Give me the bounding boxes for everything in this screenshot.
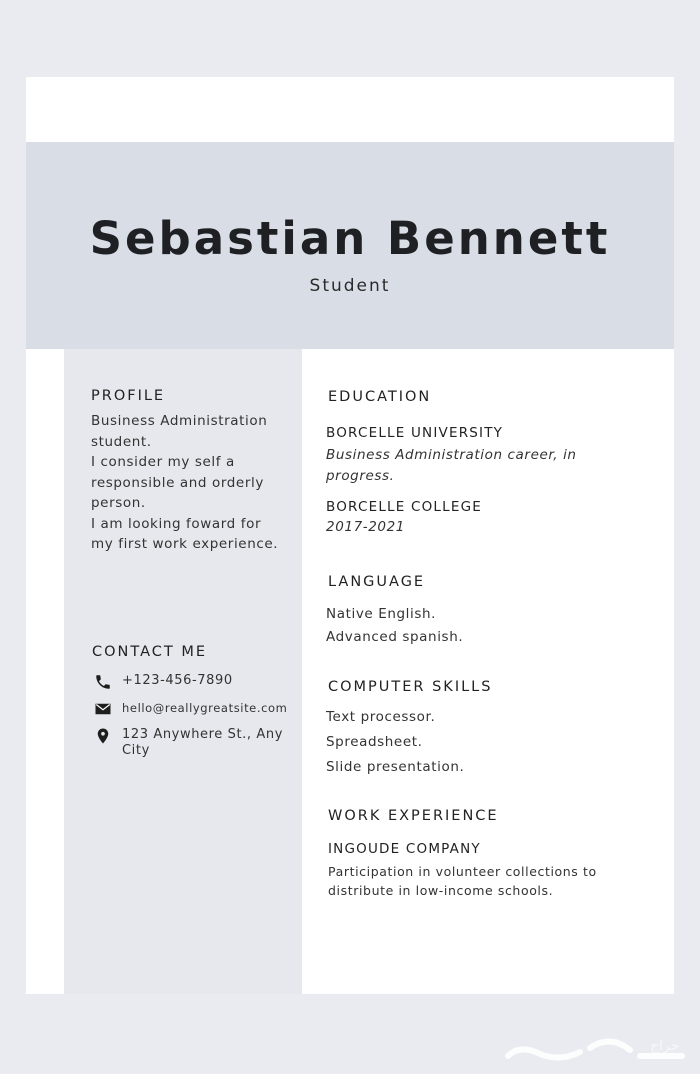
profile-line: student.: [91, 433, 152, 450]
phone-icon: [94, 673, 112, 691]
work-heading: WORK EXPERIENCE: [328, 808, 499, 824]
education-school-1: BORCELLE UNIVERSITY: [326, 425, 504, 441]
sidebar: [64, 349, 302, 994]
phone-text: +123-456-7890: [122, 673, 233, 688]
desc-line: distribute in low-income schools.: [328, 883, 554, 898]
education-school-2: BORCELLE COLLEGE: [326, 499, 482, 515]
contact-email: [94, 700, 287, 718]
header-band: [26, 142, 674, 349]
profile-line: my first work experience.: [91, 536, 279, 552]
profile-heading: PROFILE: [91, 388, 166, 404]
education-school-2-years: 2017-2021: [326, 519, 405, 535]
address-text: [122, 727, 283, 759]
contact-phone: [94, 673, 233, 691]
computer-skills-heading: COMPUTER SKILLS: [328, 679, 493, 695]
desc-line: Business Administration career, in: [326, 447, 577, 463]
skill-item: Slide presentation.: [326, 759, 465, 775]
language-heading: LANGUAGE: [328, 574, 426, 590]
work-desc: [328, 862, 648, 900]
address-line: 123 Anywhere St., Any: [122, 727, 284, 742]
work-company: INGOUDE COMPANY: [328, 841, 481, 857]
haraj-watermark-logo: [500, 1030, 690, 1066]
language-item: Advanced spanish.: [326, 629, 464, 645]
education-heading: EDUCATION: [328, 389, 432, 405]
desc-line: progress.: [326, 467, 395, 484]
profile-line: I consider my self a: [91, 454, 235, 470]
person-title: Student: [309, 276, 391, 296]
contact-address: [94, 727, 283, 759]
desc-line: Participation in volunteer collections to: [328, 864, 597, 879]
skill-item: Text processor.: [326, 709, 436, 725]
location-pin-icon: [94, 727, 112, 745]
email-text: hello@reallygreatsite.com: [122, 701, 288, 715]
profile-line: Business Administration: [91, 413, 268, 429]
profile-line: I am looking foward for: [91, 515, 262, 532]
language-item: Native English.: [326, 606, 437, 622]
education-school-1-desc: [326, 445, 626, 486]
resume-page: [26, 77, 674, 994]
contact-heading: CONTACT ME: [92, 644, 208, 660]
profile-text: [91, 411, 296, 555]
skill-item: Spreadsheet.: [326, 734, 423, 750]
profile-line: responsible and orderly: [91, 474, 264, 491]
person-name: Sebastian Bennett: [89, 212, 611, 265]
envelope-icon: [94, 700, 112, 718]
watermark-text: حراج: [650, 1038, 680, 1054]
address-line: City: [122, 743, 150, 758]
profile-line: person.: [91, 495, 146, 511]
